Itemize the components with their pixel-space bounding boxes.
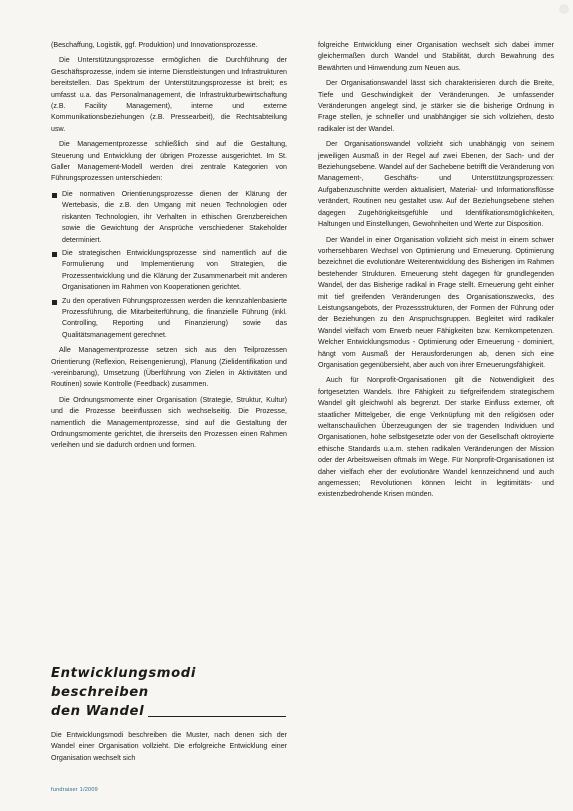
scan-artifact (559, 4, 569, 14)
paragraph: Der Wandel in einer Organisation vollzieht sich meist in einem schwer vorhersehbaren Wechsel von Optimierung und Erneuerung. Optimierung bezeichnet die evolutionäre Weiterentwicklung des Bisherigen im Rahmen bestehender Strukturen. Erneuerung steht dagegen für grundlegenden Wandel, der das Bisherige radikal in Frage stellt. Erneuerung geht einher mit tief greifenden Veränderungen des Organisationszwecks, des Leistungsangebots, der Prozessstrukturen, der Formen der Führung oder der Beziehungen zu den Anspruchsgruppen. Begleitet wird radikaler Wandel vielfach vom Erwerb neuer Fähigkeiten bzw. Kernkompetenzen. Welcher Entwicklungsmodus - Optimierung oder Erneuerung - dominiert, hängt vom Ausmaß der Herausforderungen ab, denen sich eine Organisation gegenübersieht, aber auch von ihrer Erneuerungsfähigkeit. (318, 235, 554, 369)
paragraph: Auch für Nonprofit-Organisationen gilt die Notwendigkeit des fortgesetzten Wandels. Ihre Fähigkeit zu tiefgreifendem strategischem Wandel gilt gleichwohl als begrenzt. Der starke Einfluss externer, oft staatlicher Mittelgeber, die enge Verknüpfung mit den religiösen oder weltanschaulichen Überzeugungen der sie tragenden Individuen und Organisationen, hohe selbstgesetzte oder von der Gesellschaft oktroyierte ethische Standards u.a.m. stehen radikalen Veränderungen der Mission oder der Arbeitsweisen oftmals im Wege. Für Nonprofit-Organisationen ist daher vielfach eher der evolutionäre Wandel kennzeichnend und auch angemessen; Revolutionen können leicht in legitimitäts- und existenzbedrohende Krisen münden. (318, 376, 554, 499)
list-item: Zu den operativen Führungsprozessen werden die kennzahlenbasierte Prozessführung, die Mitarbeiterführung, die finanzielle Führung (inkl. Controlling, Reporting und Finanzierung) sowie das Qualitätsmanagement gerechnet. (51, 296, 287, 342)
section-heading (51, 664, 296, 721)
process-list (51, 189, 287, 341)
heading-line-1: Entwicklungsmodi beschreiben (51, 666, 196, 700)
section-intro: Die Entwicklungsmodi beschreiben die Muster, nach denen sich der Wandel einer Organisation vollzieht. Die erfolgreiche Entwicklung einer Organisation wechselt sich (51, 731, 287, 762)
paragraph: (Beschaffung, Logistik, ggf. Produktion) und Innovationsprozesse. (51, 41, 258, 49)
page-footer: fundraiser 1/2009 (51, 787, 98, 793)
list-item: Die strategischen Entwicklungsprozesse sind namentlich auf die Formulierung und Implementierung von Strategien, die Prozessentwicklung und die Klärung der Zusammenarbeit mit anderen Organisationen im Rahmen von Kooperationen gerichtet. (51, 248, 287, 294)
left-column (51, 40, 287, 456)
paragraph: Die Ordnungsmomente einer Organisation (Strategie, Struktur, Kultur) und die Prozesse beeinflussen sich wechselseitig. Die Prozesse, namentlich die Managementprozesse, sind auf die Gestaltung der Ordnungsmomente gerichtet, die ihrerseits den Prozessen einen Rahmen verleihen und sie dadurch ordnen und formen. (51, 395, 287, 450)
paragraph: Alle Managementprozesse setzen sich aus den Teilprozessen Orientierung (Reflexion, Reisengenierung), Planung (Zielidentifikation und -vereinbarung), Umsetzung (Überführung von Zielen in Aktivitäten und Routinen) sowie Kontrolle (Feedback) zusammen. (51, 346, 287, 389)
paragraph: Die Unterstützungsprozesse ermöglichen die Durchführung der Geschäftsprozesse, indem sie interne Dienstleistungen und Infrastrukturen bereitstellen. Das Spektrum der Unterstützungsprozesse ist breit; es umfasst u.a. das Personalmanagement, die Infrastrukturbewirtschaftung (z.B. Facility Management), interne und externe Kommunikationsbeziehungen (z.B. Pressearbeit), die Rechtsabteilung usw. (51, 56, 287, 133)
list-item: Die normativen Orientierungsprozesse dienen der Klärung der Wertebasis, die z.B. den Umgang mit neuen Technologien oder riskanten Technologien, ihr Verhalten in ethischen Grenzbereichen sowie die Gewichtung der Ansprüche verschiedener Stakeholder determiniert. (51, 189, 287, 246)
heading-line-2 (51, 702, 296, 721)
paragraph: folgreiche Entwicklung einer Organisation wechselt sich dabei immer gleichermaßen durch Wandel und Stabilität, durch Bewahrung des Bewährten und Hinwendung zum Neuen aus. (318, 41, 554, 72)
right-column (318, 40, 554, 505)
paragraph: Der Organisationswandel lässt sich charakterisieren durch die Breite, Tiefe und Geschwindigkeit der Veränderungen. Je umfassender Veränderungen angelegt sind, je stärker sie die bisherige Ordnung in Frage stellen, je schneller und unabhängiger sie sich vollziehen, desto radikaler ist der Wandel. (318, 79, 554, 133)
heading-line-2-text: den Wandel (51, 704, 145, 719)
paragraph: Der Organisationswandel vollzieht sich unabhängig von seinem jeweiligen Ausmaß in der Regel auf zwei Ebenen, der Sach- und der Beziehungsebene. Wandel auf der Sachebene betrifft die Veränderung von Management-, Geschäfts- und Unterstützungsprozessen: Aufgabenzuschnitte werden aktualisiert, Material- und Informationsflüsse verändert, Routinen neu gestaltet usw. Auf der Beziehungsebene stehen dagegen Zugehörigkeitsgefühle und Identifikationsmöglichkeiten, Haltungen und Einstellungen, Gewohnheiten und Werte zur Disposition. (318, 140, 554, 229)
heading-rule (148, 716, 286, 717)
paragraph: Die Managementprozesse schließlich sind auf die Gestaltung, Steuerung und Entwicklung der übrigen Prozesse ausgerichtet. Im St. Galler Management-Modell werden drei zentrale Kategorien von Führungsprozessen unterschieden: (51, 140, 287, 183)
